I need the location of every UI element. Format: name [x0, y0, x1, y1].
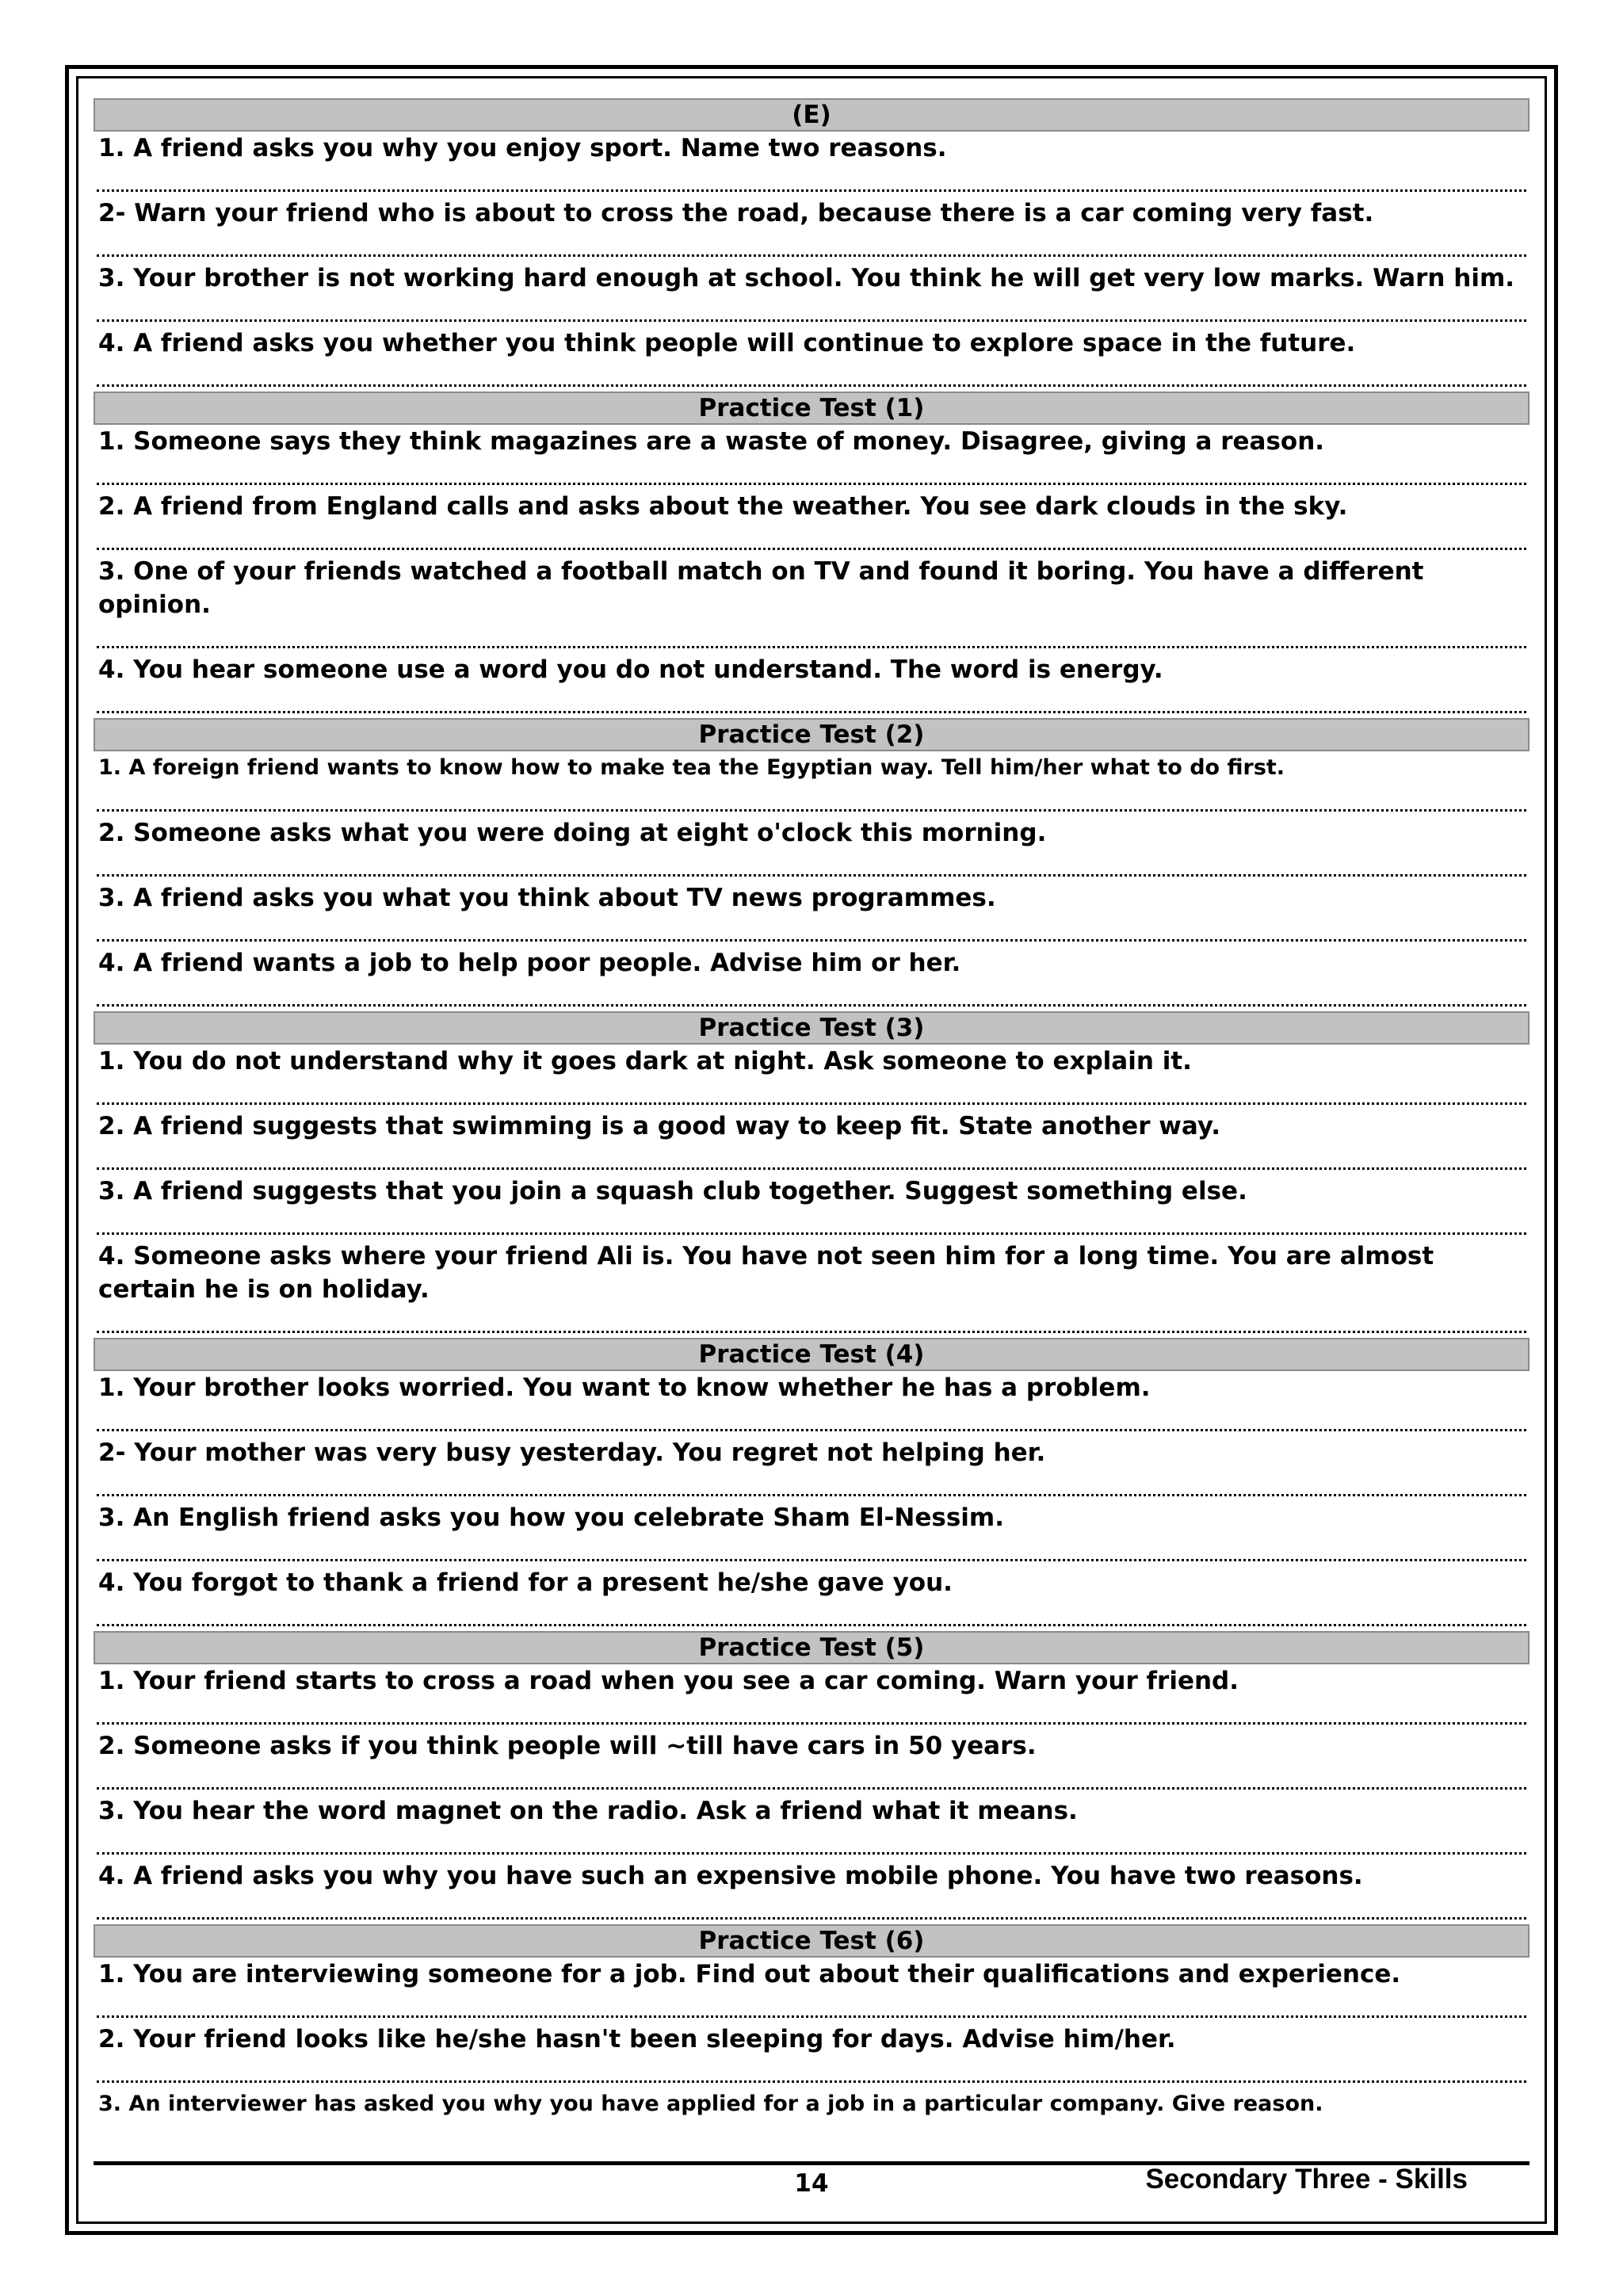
question-text: 1. You are interviewing someone for a job. Find out about their qualifications and experience. [98, 1960, 1401, 1988]
question-item [94, 1664, 1529, 1729]
answer-line[interactable] [94, 621, 1529, 653]
answer-line[interactable] [94, 1306, 1529, 1338]
answer-line[interactable] [94, 360, 1529, 392]
question-text: 1. Your friend starts to cross a road when you see a car coming. Warn your friend. [98, 1667, 1239, 1695]
question-item [94, 555, 1529, 653]
question-text: 3. Your brother is not working hard enough at school. You think he will get very low marks. Warn him. [98, 264, 1515, 292]
answer-line[interactable] [94, 1078, 1529, 1110]
question-item [94, 327, 1529, 392]
question-text: 2. Your friend looks like he/she hasn't been sleeping for days. Advise him/her. [98, 2025, 1176, 2053]
section-header: Practice Test (2) [94, 718, 1529, 751]
question-text: 4. A friend wants a job to help poor people. Advise him or her. [98, 949, 961, 977]
question-item [94, 2088, 1529, 2121]
question-item [94, 1240, 1529, 1338]
question-item [94, 1110, 1529, 1175]
question-text: 1. You do not understand why it goes dark at night. Ask someone to explain it. [98, 1047, 1192, 1075]
question-text: 3. You hear the word magnet on the radio. Ask a friend what it means. [98, 1797, 1078, 1825]
answer-line[interactable] [94, 1404, 1529, 1436]
question-item [94, 425, 1529, 490]
answer-line[interactable] [94, 1534, 1529, 1566]
answer-line[interactable] [94, 1208, 1529, 1240]
question-item [94, 1958, 1529, 2023]
page-number: 14 [794, 2169, 829, 2198]
answer-line[interactable] [94, 1763, 1529, 1794]
answer-line[interactable] [94, 1469, 1529, 1501]
question-item [94, 132, 1529, 197]
section-header: Practice Test (4) [94, 1338, 1529, 1371]
answer-line[interactable] [94, 1991, 1529, 2023]
question-text: 3. A friend asks you what you think about TV news programmes. [98, 884, 996, 912]
footer-title: Secondary Three - Skills [1145, 2164, 1468, 2195]
question-text: 4. A friend asks you why you have such an expensive mobile phone. You have two reasons. [98, 1862, 1363, 1890]
question-item [94, 1729, 1529, 1794]
question-text: 3. One of your friends watched a football match on TV and found it boring. You have a different opinion. [98, 557, 1424, 619]
question-item [94, 1436, 1529, 1501]
answer-line[interactable] [94, 1893, 1529, 1924]
answer-line[interactable] [94, 980, 1529, 1011]
question-item [94, 490, 1529, 555]
answer-line[interactable] [94, 785, 1529, 816]
answer-line[interactable] [94, 165, 1529, 197]
question-text: 4. Someone asks where your friend Ali is. You have not seen him for a long time. You are almost certain he is on holiday. [98, 1242, 1434, 1304]
question-text: 3. A friend suggests that you join a squash club together. Suggest something else. [98, 1177, 1247, 1205]
section-header: Practice Test (3) [94, 1011, 1529, 1045]
question-item [94, 197, 1529, 262]
question-text: 4. You forgot to thank a friend for a present he/she gave you. [98, 1568, 953, 1597]
question-item [94, 1501, 1529, 1566]
question-text: 1. A foreign friend wants to know how to make tea the Egyptian way. Tell him/her what to do first. [98, 755, 1285, 780]
answer-line[interactable] [94, 1599, 1529, 1631]
question-text: 3. An interviewer has asked you why you have applied for a job in a particular company. Give reason. [98, 2092, 1323, 2116]
answer-line[interactable] [94, 1698, 1529, 1729]
question-item [94, 1859, 1529, 1924]
question-item [94, 881, 1529, 946]
section-header: (E) [94, 98, 1529, 132]
section-header: Practice Test (6) [94, 1924, 1529, 1958]
answer-line[interactable] [94, 850, 1529, 881]
question-text: 1. Someone says they think magazines are a waste of money. Disagree, giving a reason. [98, 427, 1325, 456]
question-item [94, 1175, 1529, 1240]
question-item [94, 653, 1529, 718]
question-text: 2- Your mother was very busy yesterday. You regret not helping her. [98, 1438, 1046, 1467]
question-item [94, 1045, 1529, 1110]
question-item [94, 1371, 1529, 1436]
question-item [94, 1566, 1529, 1631]
question-item [94, 2023, 1529, 2088]
question-text: 2. Someone asks what you were doing at eight o'clock this morning. [98, 819, 1047, 847]
answer-line[interactable] [94, 1828, 1529, 1859]
question-text: 4. A friend asks you whether you think people will continue to explore space in the future. [98, 329, 1356, 357]
answer-line[interactable] [94, 915, 1529, 946]
question-text: 2. Someone asks if you think people will ~till have cars in 50 years. [98, 1732, 1037, 1760]
question-text: 2. A friend from England calls and asks about the weather. You see dark clouds in the sky. [98, 492, 1348, 521]
question-text: 1. Your brother looks worried. You want to know whether he has a problem. [98, 1373, 1151, 1402]
section-header: Practice Test (5) [94, 1631, 1529, 1664]
question-item [94, 946, 1529, 1011]
section-header: Practice Test (1) [94, 392, 1529, 425]
question-item [94, 262, 1529, 327]
worksheet-content [94, 98, 1529, 2121]
question-text: 1. A friend asks you why you enjoy sport. Name two reasons. [98, 134, 947, 162]
question-text: 2. A friend suggests that swimming is a good way to keep fit. State another way. [98, 1112, 1221, 1140]
question-text: 2- Warn your friend who is about to cross the road, because there is a car coming very fast. [98, 199, 1374, 227]
question-item [94, 751, 1529, 816]
question-item [94, 1794, 1529, 1859]
answer-line[interactable] [94, 295, 1529, 327]
answer-line[interactable] [94, 1143, 1529, 1175]
answer-line[interactable] [94, 458, 1529, 490]
question-item [94, 816, 1529, 881]
answer-line[interactable] [94, 686, 1529, 718]
answer-line[interactable] [94, 230, 1529, 262]
answer-line[interactable] [94, 523, 1529, 555]
question-text: 4. You hear someone use a word you do not understand. The word is energy. [98, 655, 1163, 684]
answer-line[interactable] [94, 2056, 1529, 2088]
question-text: 3. An English friend asks you how you celebrate Sham El-Nessim. [98, 1503, 1004, 1532]
